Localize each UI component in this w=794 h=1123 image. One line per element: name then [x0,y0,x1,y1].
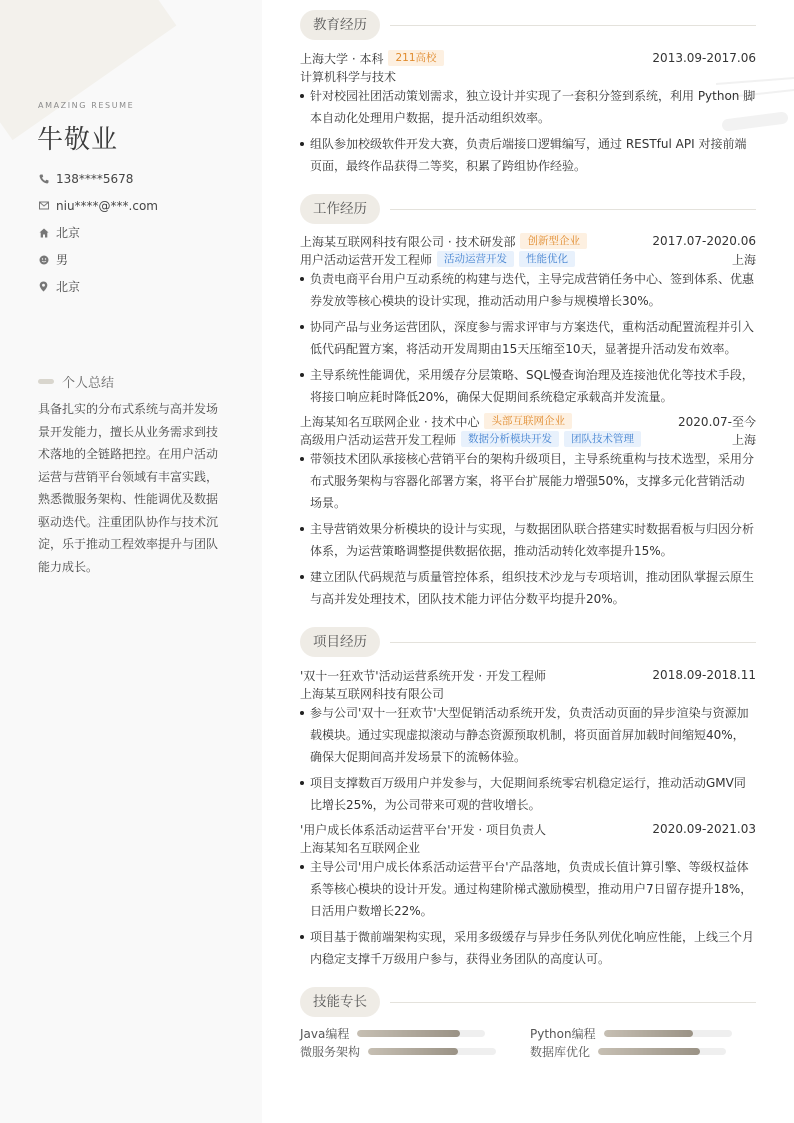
contact-gender [38,246,158,273]
phone-text: 138****5678 [56,171,134,186]
job-2-bullets [300,448,756,614]
skill-bar [598,1048,726,1055]
skill-bar-fill [368,1048,458,1055]
list-item: 建立团队代码规范与质量管控体系，组织技术沙龙与专项培训，推动团队掌握云原生与高并发处理技术，团队技术能力评估分数平均提升20%。 [300,566,756,610]
job-role: 高级用户活动运营开发工程师 [300,432,457,447]
skill-bar-fill [598,1048,700,1055]
project-2-row [300,820,756,838]
job-1-role-row [300,250,756,268]
project-1-row [300,666,756,684]
school-name: 上海大学 · 本科 [300,51,384,66]
location-text: 北京 [56,280,81,294]
section-rule [390,25,756,26]
job-city: 上海 [731,432,756,447]
sidebar [0,0,262,1123]
section-title: 工作经历 [300,194,380,224]
home-icon [38,227,49,238]
section-title: 项目经历 [300,627,380,657]
gender-text: 男 [56,253,69,267]
company-badge: 创新型企业 [520,233,587,249]
job-city: 上海 [731,252,756,267]
list-item: 主导营销效果分析模块的设计与实现，与数据团队联合搭建实时数据看板与归因分析体系，为运营策略调整提供数据依据，推动活动转化效率提升15%。 [300,518,756,562]
list-item: 主导公司'用户成长体系活动运营平台'产品落地，负责成长值计算引擎、等级权益体系等核心模块的设计开发。通过构建阶梯式激励模型，推动用户7日留存提升18%，日活用户数增长22%。 [300,856,756,922]
skill-item [300,1043,496,1060]
major-row [300,67,756,85]
project-org: 上海某互联网科技有限公司 [300,686,445,701]
contact-phone [38,165,158,192]
company-name: 上海某互联网科技有限公司 · 技术研发部 [300,234,516,249]
contact-list [38,165,158,300]
list-item: 参与公司'双十一狂欢节'大型促销活动系统开发，负责活动页面的异步渲染与资源加载模块。通过实现虚拟滚动与静态资源预取机制，将页面首屏加载时间缩短40%，确保大促期间高并发场景下的流畅体验。 [300,702,756,768]
project-name: '双十一狂欢节'活动运营系统开发 · 开发工程师 [300,668,547,683]
company-badge: 头部互联网企业 [484,413,572,429]
list-item: 带领技术团队承接核心营销平台的架构升级项目，主导系统重构与技术选型，采用分布式服务架构与容器化部署方案，将平台扩展能力增强50%，支撑多元化营销活动场景。 [300,448,756,514]
list-item: 负责电商平台用户互动系统的构建与迭代，主导完成营销任务中心、签到体系、优惠券发放等核心模块的设计实现，推动活动用户参与规模增长30%。 [300,268,756,312]
role-badge: 性能优化 [519,251,575,267]
skill-item [530,1025,732,1042]
location-pin-icon [38,281,49,292]
contact-location [38,273,158,300]
skill-bar [357,1030,485,1037]
project-2-org-row [300,838,756,856]
section-rule [390,209,756,210]
skill-bar [368,1048,496,1055]
project-date: 2020.09-2021.03 [652,822,756,836]
education-bullets [300,85,756,181]
mail-icon [38,200,49,211]
school-badge: 211高校 [388,50,443,66]
section-title: 教育经历 [300,10,380,40]
section-education-heading [300,10,756,40]
email-text: niu****@***.com [56,198,158,213]
address-text: 北京 [56,226,81,240]
section-projects-heading [300,627,756,657]
project-date: 2018.09-2018.11 [652,668,756,682]
education-date: 2013.09-2017.06 [652,51,756,65]
list-item: 项目基于微前端架构实现，采用多级缓存与异步任务队列优化响应性能，上线三个月内稳定支撑千万级用户参与，获得业务团队的高度认可。 [300,926,756,970]
skill-bar [604,1030,732,1037]
candidate-name: 牛敬业 [37,125,119,155]
skill-name: Java编程 [300,1027,350,1041]
list-item: 组队参加校级软件开发大赛，负责后端接口逻辑编写，通过 RESTful API 对接前端页面，最终作品获得二等奖，积累了跨组协作经验。 [300,133,756,177]
list-item: 协同产品与业务运营团队，深度参与需求评审与方案迭代，重构活动配置流程并引入低代码配置方案，将活动开发周期由15天压缩至10天，显著提升活动发布效率。 [300,316,756,360]
education-row [300,49,756,67]
project-name: '用户成长体系活动运营平台'开发 · 项目负责人 [300,822,547,837]
section-rule [390,1002,756,1003]
role-badge: 数据分析模块开发 [461,431,559,447]
project-org: 上海某知名互联网企业 [300,840,421,855]
summary-title: 个人总结 [62,376,115,391]
project-1-bullets [300,702,756,820]
skill-bar-fill [357,1030,459,1037]
summary-pill-decoration [38,379,54,384]
section-title: 技能专长 [300,987,380,1017]
skill-name: 微服务架构 [300,1045,361,1059]
section-rule [390,642,756,643]
job-1-row [300,232,756,250]
project-2-bullets [300,856,756,974]
job-2-row [300,412,756,430]
role-badge: 团队技术管理 [564,431,641,447]
section-work-heading [300,194,756,224]
role-badge: 活动运营开发 [437,251,514,267]
list-item: 针对校园社团活动策划需求，独立设计并实现了一套积分签到系统，利用 Python 脚本自动化处理用户数据，提升活动组织效率。 [300,85,756,129]
major-name: 计算机科学与技术 [300,69,397,84]
job-2-role-row [300,430,756,448]
job-role: 用户活动运营开发工程师 [300,252,433,267]
job-1-bullets [300,268,756,412]
list-item: 项目支撑数百万级用户并发参与，大促期间系统零宕机稳定运行，推动活动GMV同比增长25%，为公司带来可观的营收增长。 [300,772,756,816]
job-date: 2017.07-2020.06 [652,234,756,248]
list-item: 主导系统性能调优，采用缓存分层策略、SQL慢查询治理及连接池优化等技术手段，将接口响应耗时降低20%，确保大促期间系统稳定承载高并发流量。 [300,364,756,408]
contact-email [38,192,158,219]
face-icon [38,254,49,265]
section-skills-heading [300,987,756,1017]
summary-heading [38,372,114,391]
skill-item [300,1025,485,1042]
project-1-org-row [300,684,756,702]
job-date: 2020.07-至今 [678,414,756,429]
skill-name: Python编程 [530,1027,596,1041]
contact-address [38,219,158,246]
skill-bar-fill [604,1030,694,1037]
skill-name: 数据库优化 [530,1045,591,1059]
resume-eyebrow: AMAZING RESUME [38,101,135,110]
phone-icon [38,173,49,184]
summary-text: 具备扎实的分布式系统与高并发场景开发能力，擅长从业务需求到技术落地的全链路把控。在用户活动运营与营销平台领域有丰富实践，熟悉微服务架构、性能调优及数据驱动迭代。注重团队协作与技术沉淀，乐于推动工程效率提升与团队能力成长。 [38,402,219,574]
company-name: 上海某知名互联网企业 · 技术中心 [300,414,480,429]
skill-item [530,1043,726,1060]
